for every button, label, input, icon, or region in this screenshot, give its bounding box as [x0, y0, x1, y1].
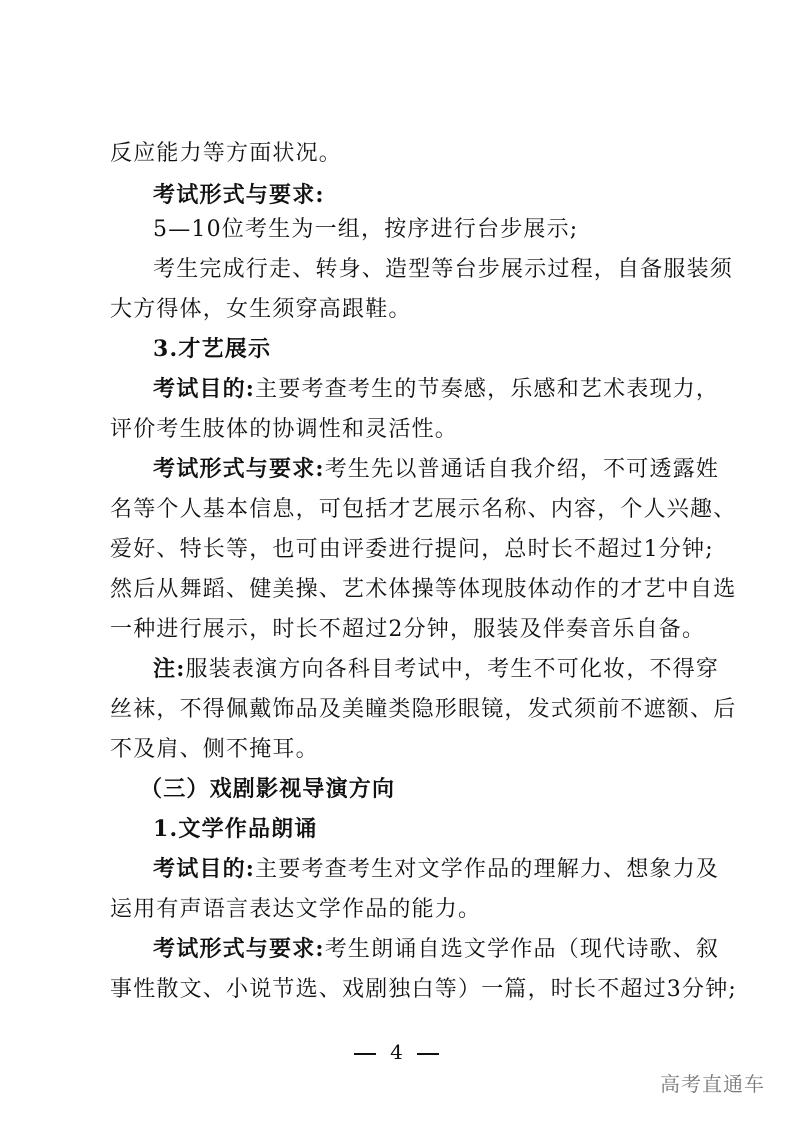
section-heading: （三）戏剧影视导演方向: [140, 776, 396, 802]
paragraph-line: 评价考生肢体的协调性和灵活性。: [110, 417, 459, 442]
paragraph-line: 反应能力等方面状况。: [110, 141, 343, 166]
note-line: 注:服装表演方向各科目考试中，考生不可化妆，不得穿: [153, 656, 720, 682]
paragraph-line: 事性散文、小说节选、戏剧独白等）一篇，时长不超过3分钟;: [110, 977, 738, 1002]
paragraph-line: 考试目的:主要考查考生对文学作品的理解力、想象力及: [153, 856, 720, 882]
paragraph-line: 不及肩、侧不掩耳。: [110, 737, 319, 762]
paragraph-line: 考试形式与要求:考生朗诵自选文学作品（现代诗歌、叙: [153, 936, 720, 962]
section-heading: 1.文学作品朗诵: [153, 816, 318, 842]
dash-left: [354, 1053, 376, 1055]
paragraph-line: 名等个人基本信息，可包括才艺展示名称、内容，个人兴趣、: [110, 497, 737, 522]
dash-right: [417, 1053, 439, 1055]
paragraph-line: 然后从舞蹈、健美操、艺术体操等体现肢体动作的才艺中自选: [110, 577, 737, 602]
paragraph-line: 考生完成行走、转身、造型等台步展示过程，自备服装须: [153, 257, 734, 282]
paragraph-line: 爱好、特长等，也可由评委进行提问，总时长不超过1分钟;: [110, 537, 714, 562]
section-label: 考试形式与要求:: [153, 182, 325, 208]
paragraph-line: 考试形式与要求:考生先以普通话自我介绍，不可透露姓: [153, 456, 720, 482]
watermark: 高考直通车: [660, 1072, 765, 1096]
paragraph-line: 5—10位考生为一组，按序进行台步展示;: [153, 217, 579, 242]
section-heading: 3.才艺展示: [153, 336, 272, 362]
paragraph-line: 大方得体，女生须穿高跟鞋。: [110, 297, 412, 322]
paragraph-line: 运用有声语言表达文学作品的能力。: [110, 897, 482, 922]
paragraph-line: 一种进行展示，时长不超过2分钟，服装及伴奏音乐自备。: [110, 617, 706, 642]
paragraph-line: 丝袜，不得佩戴饰品及美瞳类隐形眼镜，发式须前不遮额、后: [110, 697, 737, 722]
paragraph-line: 考试目的:主要考查考生的节奏感，乐感和艺术表现力，: [153, 376, 720, 402]
page-number: 4: [0, 1040, 793, 1064]
